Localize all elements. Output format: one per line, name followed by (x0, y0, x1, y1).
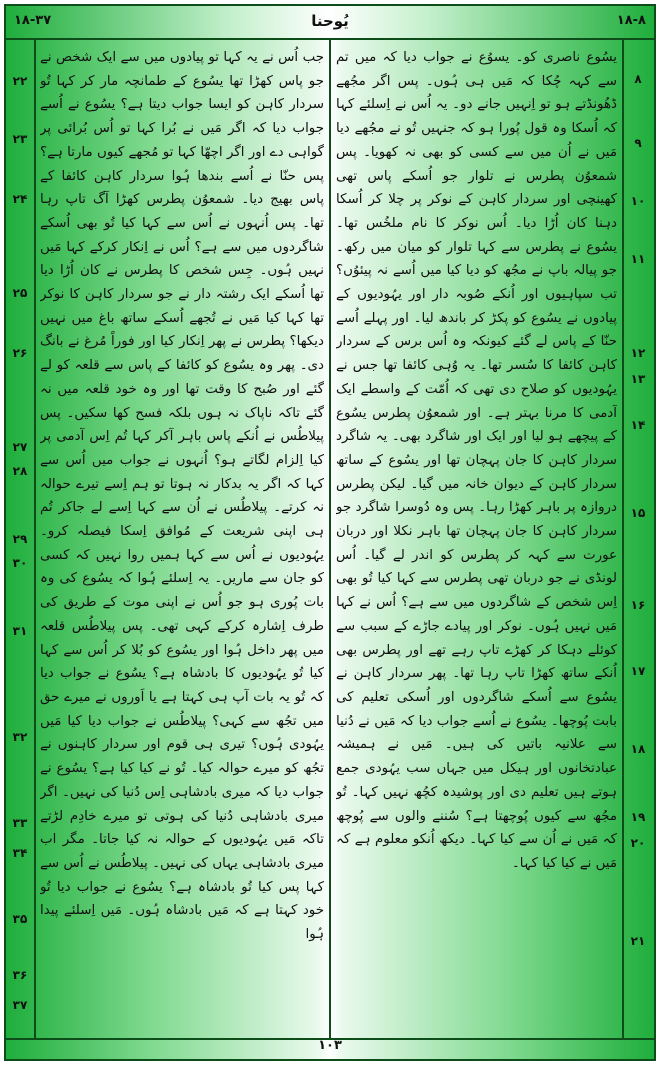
text-column-left (40, 46, 324, 1026)
verse-number: ۲۵ (12, 286, 28, 300)
verse-number: ۱۷ (630, 664, 646, 678)
divider-center (329, 40, 331, 1040)
verse-number: ۱۲ (630, 346, 646, 360)
verse-number: ۲۴ (12, 192, 28, 206)
verse-number: ۱۴ (630, 418, 646, 432)
verse-number: ۱۱ (630, 252, 646, 266)
column-text: یسُوع ناصری کو۔ یسوُع نے جواب دیا کہ میں تم سے کہہ چُکا کہ مَیں ہی ہُوں۔ پس اگر مجُھے ڈھُونڈتے ہو تو اِنہیں جانے دو۔ یہ اُس نے اِسلئے کہا کہ اُسکا وہ قول پُورا ہو کہ جنہیں تُو نے مجُھے دیا مَیں نے اُن میں سے کسی کو بھی نہ کھویا۔ پس شمعوُن پطرس نے تلوار جو اُسکے پاس تھی کھینچی اور سردار کاہن کے نوکر پر چلا کر اُسکا دہنا کان اُڑا دیا۔ اُس نوکر کا نام ملخُس تھا۔ یسُوع نے پطرس سے کہا تلوار کو میان میں رکھ۔ جو پیالہ باپ نے مجُھ کو دیا کیا میں اُسے نہ پیئوُں؟ تب سپاہیوں اور اُنکے صُوبہ دار اور یہُودیوں کے پیادوں نے یسُوع کو پکڑ کر باندھ لیا۔ اور پہلے اُسے حنّا کے پاس لے گئے کیونکہ وہ اُس برس کے سردار کاہن کائفا کا سُسر تھا۔ یہ وُہی کائفا تھا جس نے یہُودیوں کو صلاح دی تھی کہ اُمّت کے واسطے ایک آدمی کا مرنا بہتر ہے۔ اور شمعوُن پطرس یسُوع کے پیچھے ہو لیا اور ایک اور شاگرد بھی۔ یہ شاگرد سردار کاہن کا جان پہچان تھا اور یسُوع کے ساتھ سردار کاہن کے دیوان خانہ میں گیا۔ لیکن پطرس دروازہ پر باہر کھڑا رہا۔ پس وہ دُوسرا شاگرد جو سردار کاہن کا جان پہچان تھا باہر نکلا اور دربان عورت سے کہہ کر پطرس کو اندر لے گیا۔ اُس لونڈی نے جو دربان تھی پطرس سے کہا کیا تُو بھی اِس شخص کے شاگردوں میں سے ہے؟ اُس نے کہا مَیں نہیں ہُوں۔ نوکر اور پیادے جاڑے کے سبب سے کوئلے دہکا کر کھڑے تاپ رہے تھے اور پطرس بھی اُنکے ساتھ کھڑا تاپ رہا تھا۔ پھر سردار کاہن نے یسُوع سے اُسکے شاگردوں اور اُسکی تعلیم کی بابت پُوچھا۔ یسُوع نے اُسے جواب دیا کہ مَیں نے دُنیا سے علانیہ باتیں کی ہیں۔ مَیں نے ہمیشہ عبادتخانوں اور ہیکل میں جہاں سب یہُودی جمع ہوتے ہیں تعلیم دی اور پوشیدہ کچُھ نہیں کہا۔ تُو مجُھ سے کیوں پُوچھتا ہے؟ سُننے والوں سے پُوچھ کہ مَیں نے اُن سے کیا کہا۔ دیکھ اُنکو معلوم ہے کہ مَیں نے کیا کیا کہا۔ (336, 50, 617, 871)
verse-number: ۸ (634, 72, 642, 86)
verse-number: ۱۰ (630, 194, 646, 208)
page-number: ۱۰۳ (318, 1038, 342, 1053)
verse-number: ۳۴ (12, 846, 28, 860)
verse-number: ۳۵ (12, 912, 28, 926)
verse-number: ۳۲ (12, 730, 28, 744)
verse-number: ۳۰ (12, 556, 28, 570)
verse-number: ۱۶ (630, 598, 646, 612)
verse-number: ۳۶ (12, 968, 28, 982)
verse-number: ۱۹ (630, 810, 646, 824)
verse-number: ۲۳ (12, 132, 28, 146)
verse-number: ۱۵ (630, 506, 646, 520)
chapter-range-left: ۱۸-۳۷ (14, 13, 52, 28)
chapter-range-right: ۱۸-۸ (616, 13, 646, 28)
verse-number: ۳۷ (12, 998, 28, 1012)
verse-number: ۳۱ (12, 624, 28, 638)
verse-number: ۲۲ (12, 74, 28, 88)
verse-number: ۲۰ (630, 836, 646, 850)
verse-number: ۱۸ (630, 742, 646, 756)
page-frame (4, 4, 656, 1061)
verse-numbers-right (624, 46, 652, 1026)
divider-left (34, 40, 36, 1040)
verse-number: ۲۸ (12, 464, 28, 478)
verse-number: ۲۹ (12, 532, 28, 546)
verse-number: ۲۶ (12, 346, 28, 360)
verse-number: ۹ (634, 136, 642, 150)
verse-number: ۲۷ (12, 440, 28, 454)
column-text: جب اُس نے یہ کہا تو پیادوں میں سے ایک شخص نے جو پاس کھڑا تھا یسُوع کے طمانچہ مار کر کہا تُو سردار کاہن کو ایسا جواب دیتا ہے؟ یسُوع نے اُسے جواب دیا کہ اگر مَیں نے بُرا کہا تو اُس بُرائی پر گواہی دے اور اگر اچھّا کہا تو مُجھے کیوں مارتا ہے؟ پس حنّا نے اُسے بندھا ہُوا سردار کاہن کائفا کے پاس بھیج دیا۔ شمعوُن پطرس کھڑا آگ تاپ رہا تھا۔ پس اُنہوں نے اُس سے کہا کیا تُو بھی اُسکے شاگردوں میں سے ہے؟ اُس نے اِنکار کرکے کہا مَیں نہیں ہُوں۔ جِس شخص کا پطرس نے کان اُڑا دیا تھا اُسکے ایک رشتہ دار نے جو سردار کاہن کا نوکر تھا کہا کیا مَیں نے تُجھے اُسکے ساتھ باغ میں نہیں دیکھا؟ پطرس نے پھر اِنکار کیا اور فوراً مُرغ نے بانگ دی۔ پھر وہ یسُوع کو کائفا کے پاس سے قلعہ کو لے گئے اور صُبح کا وقت تھا اور وہ خود قلعہ میں نہ گئے تاکہ ناپاک نہ ہوں بلکہ فسح کھا سکیں۔ پس پیلاطُس نے اُنکے پاس باہر آکر کہا تُم اِس آدمی پر کیا اِلزام لگاتے ہو؟ اُنہوں نے جواب میں اُس سے کہا کہ اگر یہ بدکار نہ ہوتا تو ہم اِسے تیرے حوالہ نہ کرتے۔ پیلاطُس نے اُن سے کہا اِسے لے جاکر تُم ہی اپنی شریعت کے مُوافق اِسکا فیصلہ کرو۔ یہُودیوں نے اُس سے کہا ہمیں روا نہیں کہ کسی کو جان سے ماریں۔ یہ اِسلئے ہُوا کہ یسُوع کی وہ بات پُوری ہو جو اُس نے اپنی موت کے طریق کی طرف اِشارہ کرکے کہی تھی۔ پس پیلاطُس قلعہ میں پھر داخل ہُوا اور یسُوع کو بُلا کر اُس سے کہا کیا تُو یہُودیوں کا بادشاہ ہے؟ یسُوع نے جواب دیا کہ تُو یہ بات آپ ہی کہتا ہے یا اَوروں نے میرے حق میں تجُھ سے کہی؟ پیلاطُس نے جواب دیا کیا مَیں یہُودی ہُوں؟ تیری ہی قوم اور سردار کاہنوں نے تجُھ کو میرے حوالہ کیا۔ تُو نے کیا کیا ہے؟ یسُوع نے جواب دیا کہ میری بادشاہی اِس دُنیا کی نہیں۔ اگر میری بادشاہی دُنیا کی ہوتی تو میرے خادِم لڑتے تاکہ مَیں یہُودیوں کے حوالہ نہ کیا جاتا۔ مگر اب میری بادشاہی یہاں کی نہیں۔ پیلاطُس نے اُس سے کہا پس کیا تُو بادشاہ ہے؟ یسُوع نے جواب دیا تُو خود کہتا ہے کہ مَیں بادشاہ ہُوں۔ مَیں اِسلئے پیدا ہُوا (40, 50, 324, 943)
verse-number: ۳۳ (12, 816, 28, 830)
book-title: یُوحنا (311, 12, 349, 30)
page-header (6, 6, 654, 40)
text-column-right (336, 46, 617, 1026)
verse-number: ۱۳ (630, 372, 646, 386)
verse-number: ۲۱ (630, 934, 646, 948)
